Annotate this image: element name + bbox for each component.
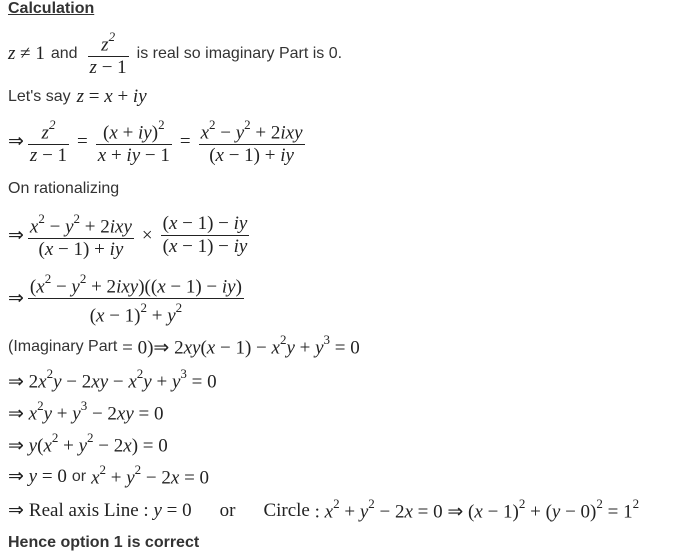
math-z-eq-x-iy: z = x + iy bbox=[76, 86, 147, 107]
lets-say-label: Let's say bbox=[8, 88, 71, 105]
conclusion-row bbox=[8, 534, 199, 552]
lets-say-row bbox=[8, 86, 147, 108]
fraction-z2-z-1: $\frac{z^2}{z - 1}$ bbox=[29, 117, 68, 167]
calculation-heading: Calculation bbox=[8, 0, 95, 17]
product-row bbox=[8, 270, 248, 328]
or-separator: or bbox=[219, 499, 236, 521]
on-rationalizing-label: On rationalizing bbox=[8, 180, 120, 197]
step-row-1 bbox=[8, 368, 217, 393]
fraction-expanded-2: $\frac{x^2 - y^2 + 2ixy}{(x - 1) + iy}$ bbox=[29, 211, 132, 261]
math-circle-eq: $x^2 + y^2 - 2x = 0$ bbox=[91, 462, 210, 489]
implies-icon: ⇒ bbox=[8, 131, 24, 153]
fraction-product: $\frac{(x^2 - y^2 + 2ixy)((x - 1) - iy)}{(x - 1)^2 + y^2}$ bbox=[29, 271, 242, 327]
math-circle-result: : $x^2 + y^2 - 2x = 0$ ⇒ $(x - 1)^2 + (y - 0)^2 = 1^2$ bbox=[309, 496, 640, 523]
math-y-eq-0: ⇒ y = 0 bbox=[8, 466, 67, 488]
step-row-2 bbox=[8, 400, 164, 425]
step-row-4 bbox=[8, 464, 209, 489]
math-step-3: ⇒ $y(x^2 + y^2 - 2x) = 0$ bbox=[8, 430, 168, 457]
substitution-row: ⇒ $\frac{z^2}{z - 1}$ = $\frac{(x + iy)^2}{x + iy - 1}$ = $\frac{x^2 - y^2 + 2ixy}{(x - 1) + iy}$ bbox=[8, 117, 303, 167]
on-rationalizing-row bbox=[8, 180, 119, 198]
step-row-3 bbox=[8, 432, 168, 457]
result-row bbox=[8, 498, 639, 523]
or-word: or bbox=[71, 467, 87, 485]
math-step-2: ⇒ $x^2y + y^3 - 2xy = 0$ bbox=[8, 398, 164, 425]
condition-and: and bbox=[50, 44, 78, 62]
calculation-heading-row bbox=[8, 0, 94, 18]
math-real-axis-eq: : y = 0 bbox=[138, 499, 192, 521]
math-z-neq-1: z ≠ 1 bbox=[8, 42, 45, 64]
rationalizing-row: ⇒ $\frac{x^2 - y^2 + 2ixy}{(x - 1) + iy}$ × $\frac{(x - 1) - iy}{(x - 1) - iy}$ bbox=[8, 211, 248, 261]
real-axis-label: Real axis Line bbox=[28, 499, 139, 521]
condition-row bbox=[8, 28, 342, 79]
conclusion-text: Hence option 1 is correct bbox=[8, 534, 200, 551]
implies-icon: ⇒ bbox=[8, 288, 24, 310]
fraction-expanded: $\frac{x^2 - y^2 + 2ixy}{(x - 1) + iy}$ bbox=[200, 117, 303, 167]
imaginary-part-row bbox=[8, 334, 360, 359]
fraction-conjugate: $\frac{(x - 1) - iy}{(x - 1) - iy}$ bbox=[162, 213, 248, 258]
circle-label: Circle bbox=[263, 499, 310, 521]
math-imaginary-eq: = 0)⇒ $2xy(x - 1) - x^2y + y^3 = 0$ bbox=[117, 332, 360, 359]
math-step-1: ⇒ $2x^2y - 2xy - x^2y + y^3 = 0$ bbox=[8, 366, 217, 393]
fraction-x-iy-squared: $\frac{(x + iy)^2}{x + iy - 1}$ bbox=[97, 117, 170, 167]
implies-icon: ⇒ bbox=[8, 225, 24, 247]
condition-text: is real so imaginary Part is 0. bbox=[136, 44, 343, 62]
imaginary-part-label: (Imaginary Part bbox=[8, 337, 118, 355]
fraction-z2-over-z-1: $\frac{z^2}{z - 1}$ bbox=[89, 29, 127, 79]
implies-icon: ⇒ bbox=[8, 500, 24, 522]
